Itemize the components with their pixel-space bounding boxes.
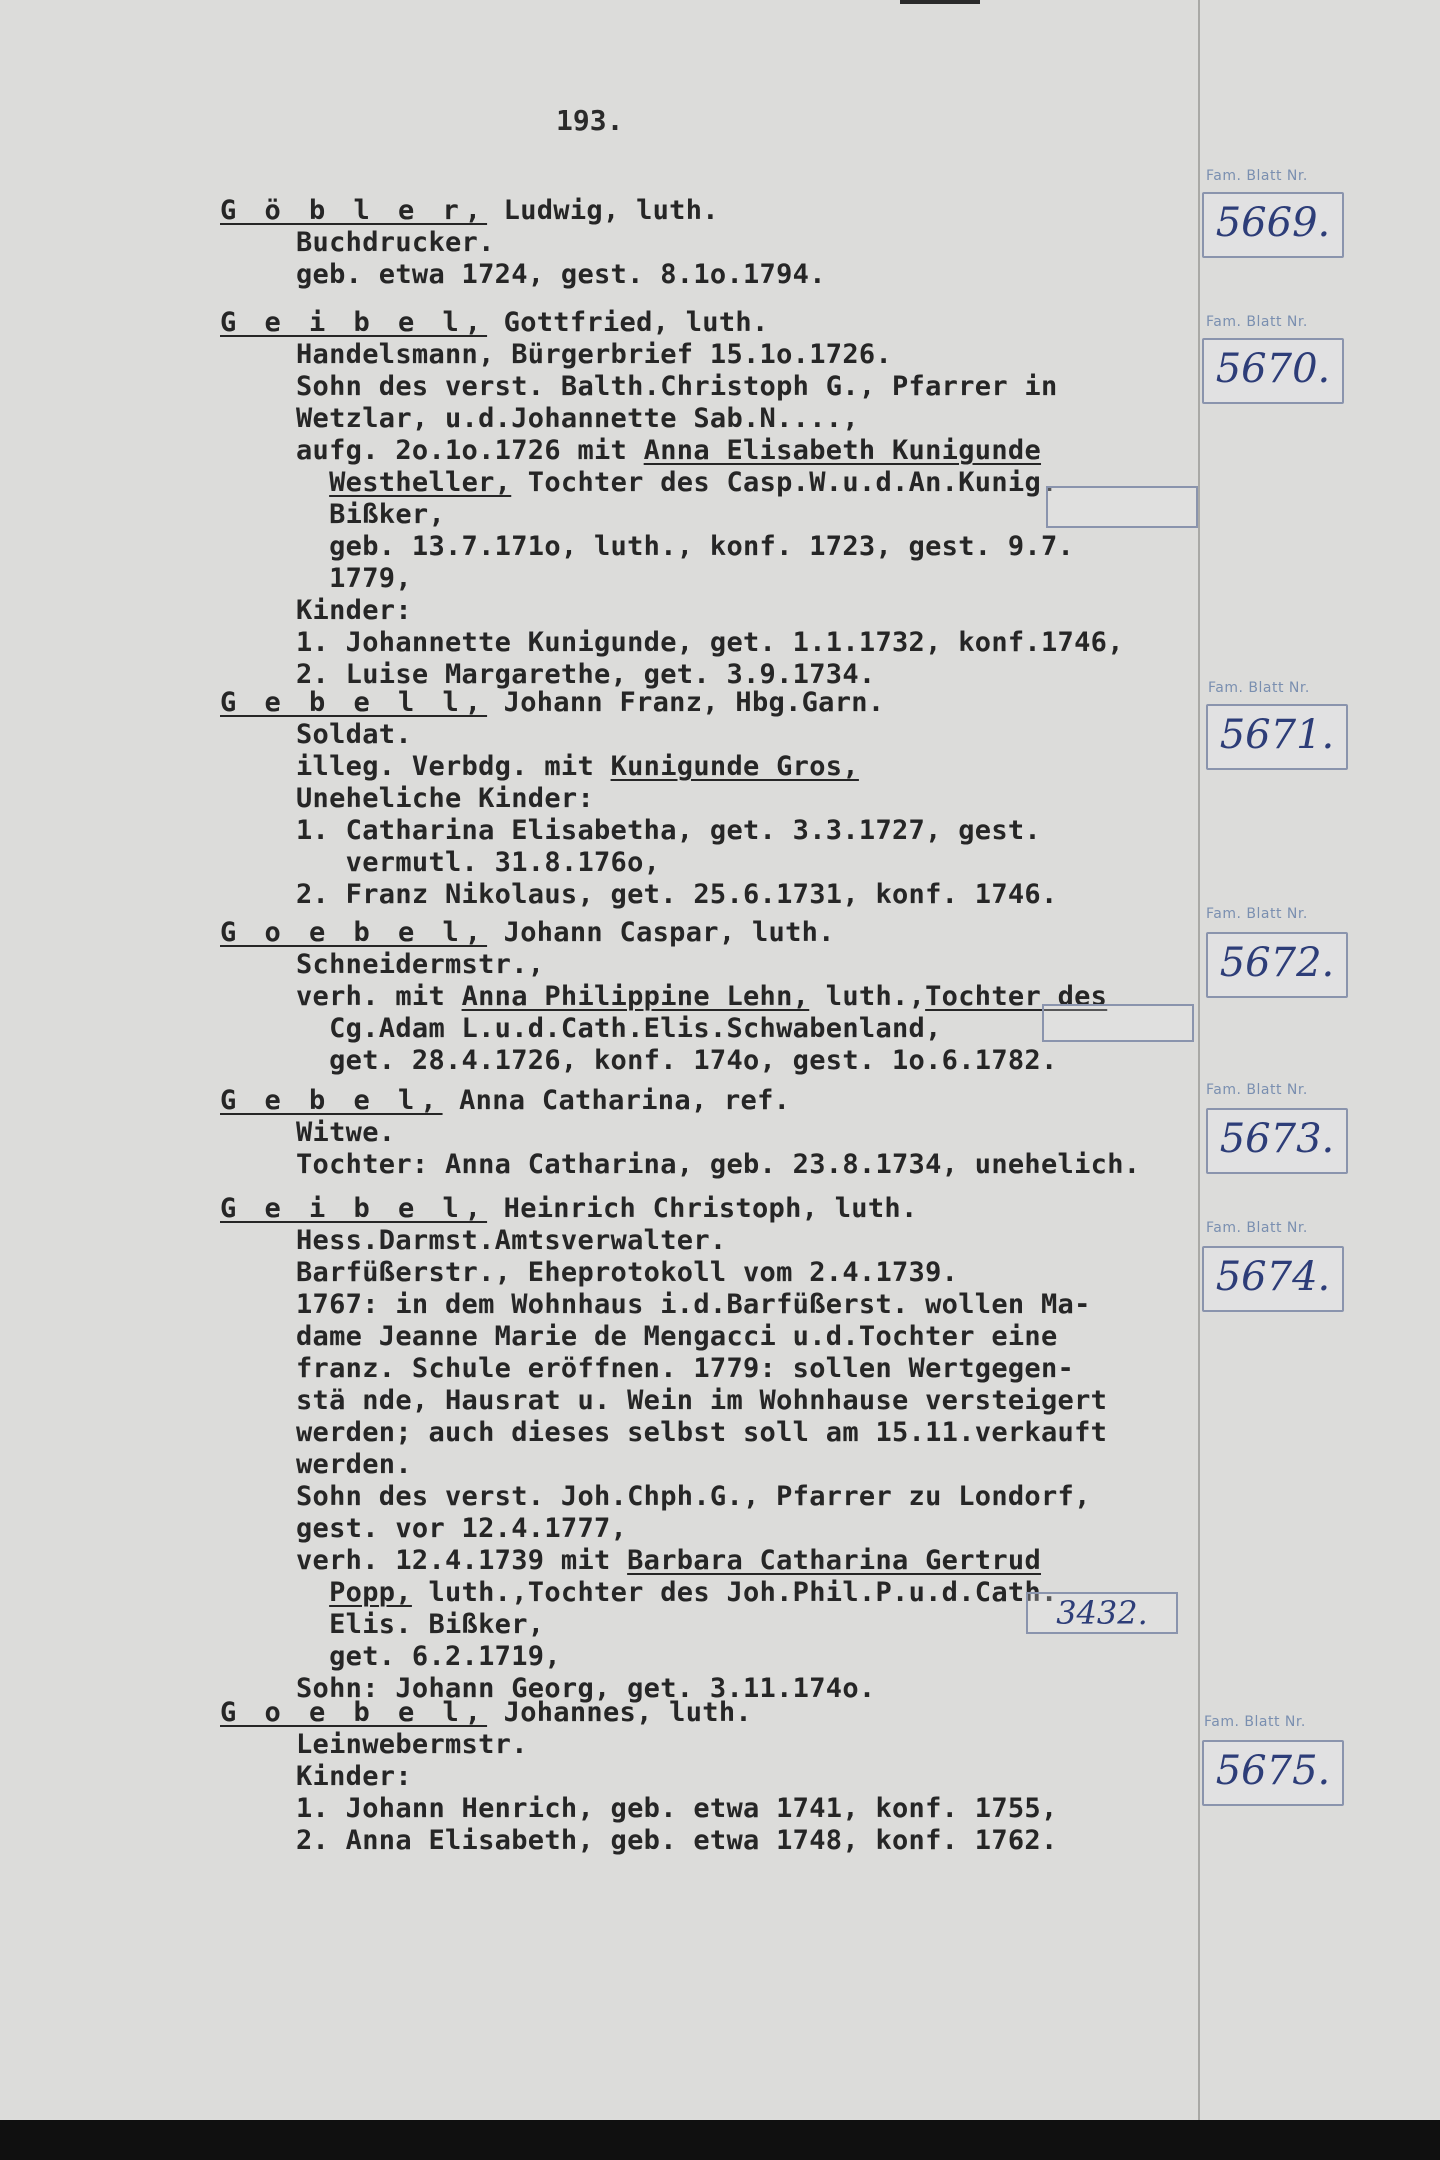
entry-line (296, 880, 1058, 910)
text-segment: vermutl. 31.8.176o, (296, 847, 661, 878)
text-segment: gest. vor 12.4.1777, (296, 1513, 628, 1544)
entry-line (296, 752, 859, 782)
fam-blatt-number: 5670. (1215, 346, 1331, 392)
text-segment: Soldat. (296, 719, 412, 750)
surname: G e b e l l, (220, 687, 488, 718)
page-number: 193. (556, 104, 624, 137)
fam-blatt-box (1202, 192, 1344, 258)
surname: G e i b e l, (220, 1193, 488, 1224)
text-segment: Kinder: (296, 595, 412, 626)
underlined-name: Popp, (329, 1577, 412, 1608)
entry-line (296, 596, 412, 626)
entry-line (296, 260, 826, 290)
entry-line (296, 1386, 1107, 1416)
entry-line (296, 1578, 1058, 1608)
text-segment: stä nde, Hausrat u. Wein im Wohnhause versteigert (296, 1385, 1108, 1416)
fam-blatt-number: 5669. (1215, 200, 1331, 246)
fam-blatt-label: Fam. Blatt Nr. (1206, 314, 1308, 330)
empty-reference-box (1042, 1004, 1194, 1042)
text-segment: geb. etwa 1724, gest. 8.1o.1794. (296, 259, 826, 290)
fam-blatt-label: Fam. Blatt Nr. (1206, 906, 1308, 922)
fam-blatt-label: Fam. Blatt Nr. (1204, 1714, 1306, 1730)
text-segment: werden; auch dieses selbst soll am 15.11.verkauft (296, 1417, 1108, 1448)
entry-line (296, 1418, 1107, 1448)
entry-line (296, 228, 495, 258)
text-segment: werden. (296, 1449, 412, 1480)
text-segment: Uneheliche Kinder: (296, 783, 594, 814)
entry-heading (220, 688, 884, 718)
text-segment: luth., (809, 981, 926, 1012)
fam-blatt-number: 5671. (1219, 712, 1335, 758)
text-segment: Buchdrucker. (296, 227, 495, 258)
fam-blatt-box (1202, 1246, 1344, 1312)
fam-blatt-label: Fam. Blatt Nr. (1206, 1220, 1308, 1236)
fam-blatt-box (1206, 1108, 1348, 1174)
entry-line (296, 848, 660, 878)
entry-line (296, 436, 1041, 466)
entry-line (296, 564, 412, 594)
text-segment: 1. Catharina Elisabetha, get. 3.3.1727, gest. (296, 815, 1041, 846)
entry-line (296, 1546, 1041, 1576)
entry-heading (220, 196, 719, 226)
entry-line (296, 1354, 1074, 1384)
cross-reference-number: 3432. (1056, 1594, 1148, 1632)
text-segment: Sohn des verst. Balth.Christoph G., Pfarrer in (296, 371, 1058, 402)
text-segment: dame Jeanne Marie de Mengacci u.d.Tochter eine (296, 1321, 1058, 1352)
fam-blatt-number: 5675. (1215, 1748, 1331, 1794)
text-segment: 2. Luise Margarethe, get. 3.9.1734. (296, 659, 876, 690)
entry-line (296, 500, 445, 530)
text-segment: franz. Schule eröffnen. 1779: sollen Wertgegen- (296, 1353, 1075, 1384)
fam-blatt-label: Fam. Blatt Nr. (1206, 1082, 1308, 1098)
text-segment: 1779, (296, 563, 412, 594)
text-segment: luth.,Tochter des Joh.Phil.P.u.d.Cath. (411, 1577, 1058, 1608)
text-segment: Elis. Bißker, (296, 1609, 545, 1640)
fam-blatt-number: 5672. (1219, 940, 1335, 986)
text-segment: Witwe. (296, 1117, 396, 1148)
surname: G e i b e l, (220, 307, 488, 338)
text-segment: Cg.Adam L.u.d.Cath.Elis.Schwabenland, (296, 1013, 942, 1044)
text-segment: Johannes, luth. (487, 1697, 752, 1728)
fam-blatt-box (1206, 932, 1348, 998)
text-segment (296, 1577, 329, 1608)
entry-line (296, 1258, 958, 1288)
fam-blatt-box (1202, 1740, 1344, 1806)
fam-blatt-label: Fam. Blatt Nr. (1208, 680, 1310, 696)
cross-reference-box (1026, 1592, 1178, 1634)
text-segment: Anna Catharina, ref. (442, 1085, 791, 1116)
entry-line (296, 1794, 1058, 1824)
entry-heading (220, 918, 835, 948)
entry-line (296, 1014, 942, 1044)
entry-line (296, 1642, 561, 1672)
text-segment: Leinwebermstr. (296, 1729, 528, 1760)
text-segment: 1767: in dem Wohnhaus i.d.Barfüßerst. wollen Ma- (296, 1289, 1091, 1320)
entry-line (296, 1226, 726, 1256)
surname: G ö b l e r, (220, 195, 488, 226)
margin-fold-line (1198, 0, 1200, 2120)
fam-blatt-label: Fam. Blatt Nr. (1206, 168, 1308, 184)
entry-line (296, 1730, 528, 1760)
entry-line (296, 340, 892, 370)
text-segment: Hess.Darmst.Amtsverwalter. (296, 1225, 727, 1256)
entry-line (296, 660, 875, 690)
entry-line (296, 1290, 1091, 1320)
fam-blatt-number: 5674. (1215, 1254, 1331, 1300)
entry-line (296, 1450, 412, 1480)
text-segment: Kinder: (296, 1761, 412, 1792)
text-segment: Heinrich Christoph, luth. (487, 1193, 918, 1224)
entry-line (296, 1322, 1058, 1352)
text-segment: verh. 12.4.1739 mit (296, 1545, 628, 1576)
underlined-name: Kunigunde Gros, (610, 751, 859, 782)
text-segment: 1. Johannette Kunigunde, get. 1.1.1732, konf.1746, (296, 627, 1124, 658)
fam-blatt-box (1202, 338, 1344, 404)
text-segment: Johann Franz, Hbg.Garn. (487, 687, 885, 718)
entry-heading (220, 1698, 752, 1728)
text-segment: get. 28.4.1726, konf. 174o, gest. 1o.6.1782. (296, 1045, 1058, 1076)
text-segment: aufg. 2o.1o.1726 mit (296, 435, 644, 466)
entry-line (296, 1762, 412, 1792)
entry-line (296, 532, 1074, 562)
entry-line (296, 950, 544, 980)
entry-line (296, 404, 859, 434)
text-segment: get. 6.2.1719, (296, 1641, 561, 1672)
entry-line (296, 1046, 1058, 1076)
entry-heading (220, 1194, 918, 1224)
scan-bottom-edge (0, 2120, 1440, 2160)
entry-line (296, 1150, 1140, 1180)
underlined-name: Anna Elisabeth Kunigunde (643, 435, 1042, 466)
text-segment: Johann Caspar, luth. (487, 917, 835, 948)
entry-line (296, 1118, 395, 1148)
text-segment: illeg. Verbdg. mit (296, 751, 611, 782)
text-segment: Tochter des Casp.W.u.d.An.Kunig. (511, 467, 1058, 498)
entry-line (296, 816, 1041, 846)
text-segment: geb. 13.7.171o, luth., konf. 1723, gest. 9.7. (296, 531, 1075, 562)
text-segment: Sohn des verst. Joh.Chph.G., Pfarrer zu Londorf, (296, 1481, 1091, 1512)
underlined-name: Barbara Catharina Gertrud (627, 1545, 1041, 1576)
text-segment: 1. Johann Henrich, geb. etwa 1741, konf. 1755, (296, 1793, 1058, 1824)
text-segment: Gottfried, luth. (487, 307, 769, 338)
scan-edge-mark (900, 0, 980, 4)
text-segment: Ludwig, luth. (487, 195, 719, 226)
text-segment: Sohn: Johann Georg, get. 3.11.174o. (296, 1673, 876, 1704)
entry-line (296, 468, 1058, 498)
underlined-name: Westheller, (329, 467, 512, 498)
entry-line (296, 1826, 1058, 1856)
empty-reference-box (1046, 486, 1198, 528)
underlined-name: Tochter des (925, 981, 1108, 1012)
text-segment: 2. Anna Elisabeth, geb. etwa 1748, konf. 1762. (296, 1825, 1058, 1856)
text-segment: Handelsmann, Bürgerbrief 15.1o.1726. (296, 339, 892, 370)
underlined-name: Anna Philippine Lehn, (461, 981, 810, 1012)
entry-line (296, 784, 594, 814)
entry-line (296, 982, 1107, 1012)
surname: G e b e l, (220, 1085, 443, 1116)
fam-blatt-box (1206, 704, 1348, 770)
surname: G o e b e l, (220, 1697, 488, 1728)
entry-line (296, 628, 1124, 658)
text-segment: verh. mit (296, 981, 462, 1012)
fam-blatt-number: 5673. (1219, 1116, 1335, 1162)
text-segment: Barfüßerstr., Eheprotokoll vom 2.4.1739. (296, 1257, 959, 1288)
entry-line (296, 720, 412, 750)
text-segment: Wetzlar, u.d.Johannette Sab.N...., (296, 403, 859, 434)
surname: G o e b e l, (220, 917, 488, 948)
text-segment: Bißker, (296, 499, 445, 530)
entry-line (296, 1514, 627, 1544)
entry-line (296, 372, 1058, 402)
text-segment: Schneidermstr., (296, 949, 545, 980)
entry-line (296, 1610, 544, 1640)
text-segment: Tochter: Anna Catharina, geb. 23.8.1734, unehelich. (296, 1149, 1141, 1180)
text-segment (296, 467, 329, 498)
entry-heading (220, 308, 769, 338)
entry-heading (220, 1086, 790, 1116)
entry-line (296, 1482, 1091, 1512)
text-segment: 2. Franz Nikolaus, get. 25.6.1731, konf. 1746. (296, 879, 1058, 910)
